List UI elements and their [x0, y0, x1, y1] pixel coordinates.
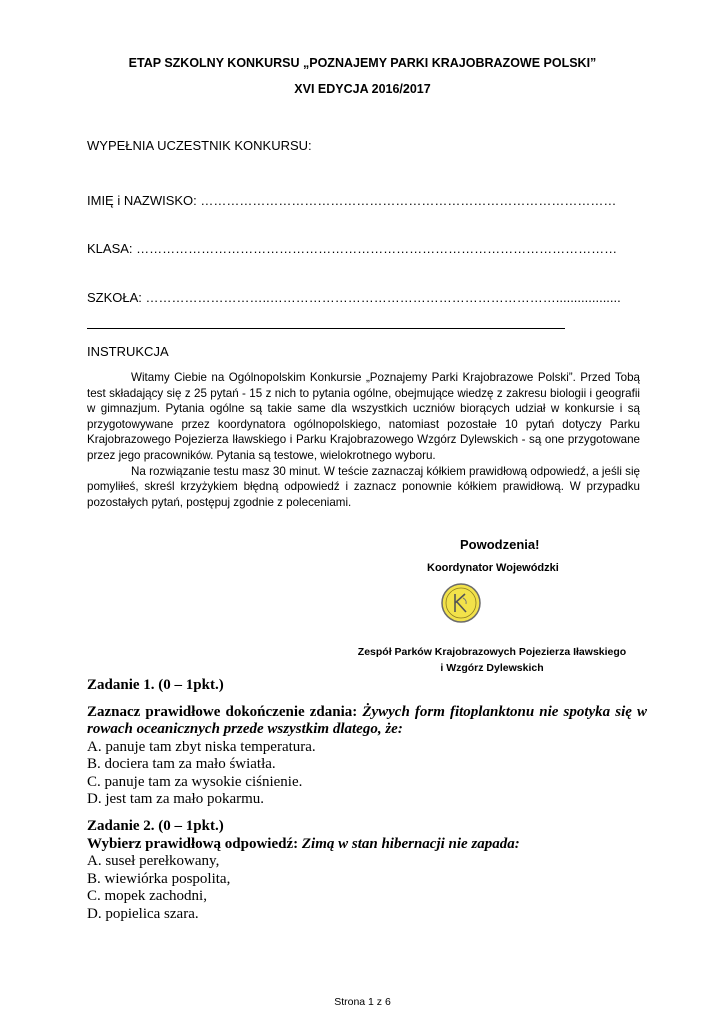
page-number: Strona 1 z 6 — [334, 996, 391, 1008]
task-1 — [87, 677, 647, 809]
task-1-instruction: Zaznacz prawidłowe dokończenie zdania: — [87, 703, 363, 720]
org-name-line-1: Zespół Parków Krajobrazowych Pojezierza Iławskiego — [357, 646, 627, 658]
task-2-instruction: Wybierz prawidłową odpowiedź: — [87, 835, 302, 852]
document-title: ETAP SZKOLNY KONKURSU „POZNAJEMY PARKI KRAJOBRAZOWE POLSKI” — [128, 56, 597, 70]
task-2-title: Zadanie 2. (0 – 1pkt.) — [87, 818, 224, 834]
task-2-option-b: B. wiewiórka pospolita, — [87, 870, 231, 887]
edition-subtitle: XVI EDYCJA 2016/2017 — [294, 82, 431, 96]
divider-line — [87, 328, 565, 329]
task-1-title: Zadanie 1. (0 – 1pkt.) — [87, 677, 224, 693]
park-logo-icon — [441, 583, 481, 623]
instructions-body — [87, 370, 640, 510]
task-1-option-d: D. jest tam za mało pokarmu. — [87, 791, 265, 807]
task-1-option-c: C. panuje tam za wysokie ciśnienie. — [87, 773, 303, 790]
task-2-question: Zimą w stan hibernacji nie zapada: — [301, 835, 520, 852]
task-2-option-a: A. suseł perełkowany, — [87, 853, 220, 869]
task-2-option-d: D. popielica szara. — [87, 905, 199, 922]
name-field: IMIĘ i NAZWISKO: …………………………………………………………………………………… — [87, 193, 617, 208]
task-2 — [87, 818, 647, 923]
school-field: SZKOŁA: ………………………..………………………………………………………….................. — [87, 290, 621, 305]
coordinator: Koordynator Wojewódzki — [427, 562, 559, 574]
task-1-option-a: A. panuje tam zbyt niska temperatura. — [87, 738, 316, 755]
task-1-option-b: B. dociera tam za mało światła. — [87, 756, 276, 772]
class-field: KLASA: ………………………………………………………………………………………………… — [87, 241, 618, 256]
instructions-para-2: Na rozwiązanie testu masz 30 minut. W teście zaznaczaj kółkiem prawidłową odpowiedź, a jeśli się pomyliłeś, skreśl krzyżykiem błędną odpowiedź i zaznacz ponownie kółkiem prawidłową. W przypadku pozostałych pytań, postępuj zgodnie z poleceniami. — [87, 464, 640, 509]
instructions-para-1: Witamy Ciebie na Ogólnopolskim Konkursie „Poznajemy Parki Krajobrazowe Polski”. Przed Tobą test składający się z 25 pytań - 15 z nich to pytania ogólne, obejmujące wiedzę z zakresu biologii i geografii w gimnazjum. Pytania ogólne są takie same dla wszystkich uczniów biorących udział w konkursie i są przygotowywane przez koordynatora ogólnopolskiego, natomiast pozostałe 10 pytań dotyczy Parku Krajobrazowego Pojezierza Iławskiego i Parku Krajobrazowego Wzgórz Dylewskich - są one przygotowane przez jego pracowników. Pytania są testowe, wielokrotnego wyboru. — [87, 371, 640, 462]
task-1-question: Żywych form fitoplanktonu nie spotyka się w rowach oceanicznych przede wszystkim dlatego, że: — [87, 703, 647, 737]
task-2-option-c: C. mopek zachodni, — [87, 888, 207, 904]
org-name-line-2: i Wzgórz Dylewskich — [440, 662, 544, 674]
greeting: Powodzenia! — [460, 537, 540, 552]
instructions-heading: INSTRUKCJA — [87, 344, 169, 359]
participant-intro: WYPEŁNIA UCZESTNIK KONKURSU: — [87, 138, 312, 153]
